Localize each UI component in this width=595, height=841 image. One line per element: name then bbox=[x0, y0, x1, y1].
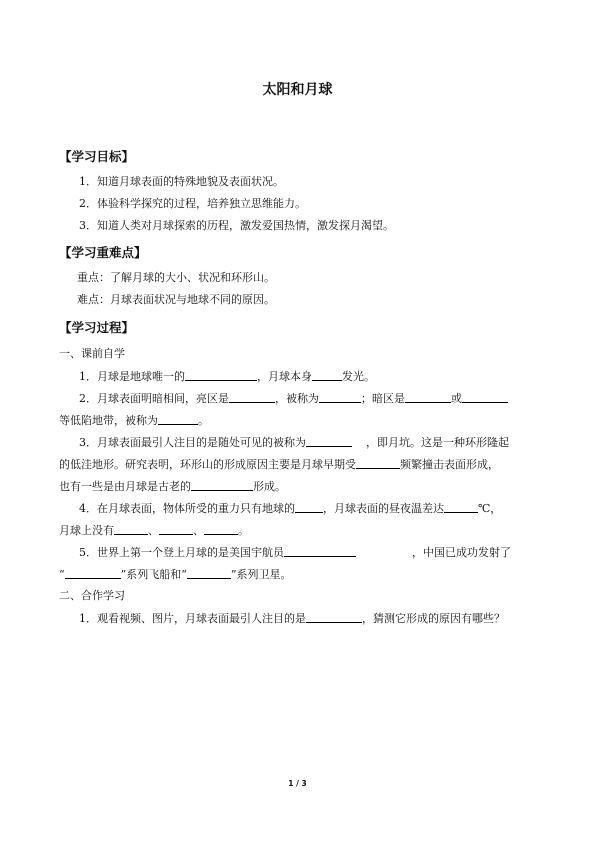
question-5 bbox=[79, 545, 511, 560]
keypoints-heading: 【学习重难点】 bbox=[59, 245, 147, 260]
question-3-cont bbox=[59, 457, 499, 472]
answer-blank[interactable] bbox=[319, 391, 361, 403]
goal-item: 3．知道人类对月球探索的历程，激发爱国热情，激发探月渴望。 bbox=[79, 219, 394, 232]
q1-text: ，月球本身 bbox=[257, 370, 312, 383]
question-1 bbox=[79, 369, 375, 384]
question-4 bbox=[79, 501, 501, 516]
q3-text: 的低洼地形。研究表明，环形山的形成原因主要是月球早期受 bbox=[59, 458, 356, 471]
q4-text: 、 bbox=[193, 524, 204, 537]
answer-blank[interactable] bbox=[306, 611, 362, 623]
q6-text: 1．观看视频、图片，月球表面最引人注目的是 bbox=[79, 612, 306, 625]
q2-text: 2．月球表面明暗相间，亮区是 bbox=[79, 392, 229, 405]
q3-text: ，即月坑。这是一种环形隆起 bbox=[366, 436, 509, 449]
q2-text: 。 bbox=[198, 414, 209, 427]
answer-blank[interactable] bbox=[284, 545, 356, 557]
question-3-cont bbox=[59, 479, 286, 494]
q3-text: 形成。 bbox=[253, 480, 286, 493]
q3-text: 频繁撞击表面形成， bbox=[400, 458, 499, 471]
answer-blank[interactable] bbox=[356, 457, 400, 469]
question-2-cont bbox=[59, 413, 209, 428]
answer-blank[interactable] bbox=[191, 479, 253, 491]
answer-blank[interactable] bbox=[187, 567, 231, 579]
question-2 bbox=[79, 391, 508, 406]
q3-text: 3．月球表面最引人注目的是随处可见的被称为 bbox=[79, 436, 306, 449]
q3-text: 也有一些是由月球是古老的 bbox=[59, 480, 191, 493]
answer-blank[interactable] bbox=[444, 501, 478, 513]
difficult-point: 难点：月球表面状况与地球不同的原因。 bbox=[77, 293, 275, 306]
q4-text: 、 bbox=[148, 524, 159, 537]
answer-blank[interactable] bbox=[295, 501, 323, 513]
q2-text: 等低陷地带，被称为 bbox=[59, 414, 158, 427]
q4-text: ，月球表面的昼夜温差达 bbox=[323, 502, 444, 515]
answer-blank[interactable] bbox=[114, 523, 148, 535]
q5-text: 5．世界上第一个登上月球的是美国宇航员 bbox=[79, 546, 284, 559]
q4-text: 月球上没有 bbox=[59, 524, 114, 537]
page-title: 太阳和月球 bbox=[262, 82, 333, 98]
goal-item: 1．知道月球表面的特殊地貌及表面状况。 bbox=[79, 175, 284, 188]
goal-item: 2．体验科学探究的过程，培养独立思维能力。 bbox=[79, 197, 306, 210]
part-one-heading: 一、课前自学 bbox=[59, 347, 125, 360]
process-heading: 【学习过程】 bbox=[59, 320, 135, 335]
question-5-cont bbox=[59, 567, 292, 582]
q4-text: 。 bbox=[238, 524, 249, 537]
answer-blank[interactable] bbox=[229, 391, 275, 403]
answer-blank[interactable] bbox=[306, 435, 352, 447]
q5-text: “ bbox=[59, 568, 65, 581]
goals-heading: 【学习目标】 bbox=[59, 149, 135, 164]
q2-text: ，被称为 bbox=[275, 392, 319, 405]
answer-blank[interactable] bbox=[405, 391, 451, 403]
q6-text: ，猜测它形成的原因有哪些？ bbox=[362, 612, 505, 625]
q2-text: ；暗区是 bbox=[361, 392, 405, 405]
q4-text: 4．在月球表面，物体所受的重力只有地球的 bbox=[79, 502, 295, 515]
answer-blank[interactable] bbox=[65, 567, 121, 579]
q5-text: ，中国已成功发射了 bbox=[412, 546, 511, 559]
page-number: 1 / 3 bbox=[288, 779, 307, 788]
part-two-heading: 二、合作学习 bbox=[59, 589, 125, 602]
key-point: 重点：了解月球的大小、状况和环形山。 bbox=[77, 271, 275, 284]
answer-blank[interactable] bbox=[462, 391, 508, 403]
answer-blank[interactable] bbox=[158, 413, 198, 425]
answer-blank[interactable] bbox=[159, 523, 193, 535]
q1-text: 1．月球是地球唯一的 bbox=[79, 370, 185, 383]
q5-text: ”系列飞船和“ bbox=[120, 568, 187, 581]
q4-text: ℃， bbox=[478, 502, 502, 515]
q1-text: 发光。 bbox=[342, 370, 375, 383]
question-3 bbox=[79, 435, 509, 450]
question-6 bbox=[79, 611, 505, 626]
answer-blank[interactable] bbox=[312, 369, 342, 381]
q2-text: 或 bbox=[451, 392, 462, 405]
answer-blank[interactable] bbox=[185, 369, 257, 381]
question-4-cont bbox=[59, 523, 249, 538]
answer-blank[interactable] bbox=[204, 523, 238, 535]
q5-text: ”系列卫星。 bbox=[230, 568, 292, 581]
